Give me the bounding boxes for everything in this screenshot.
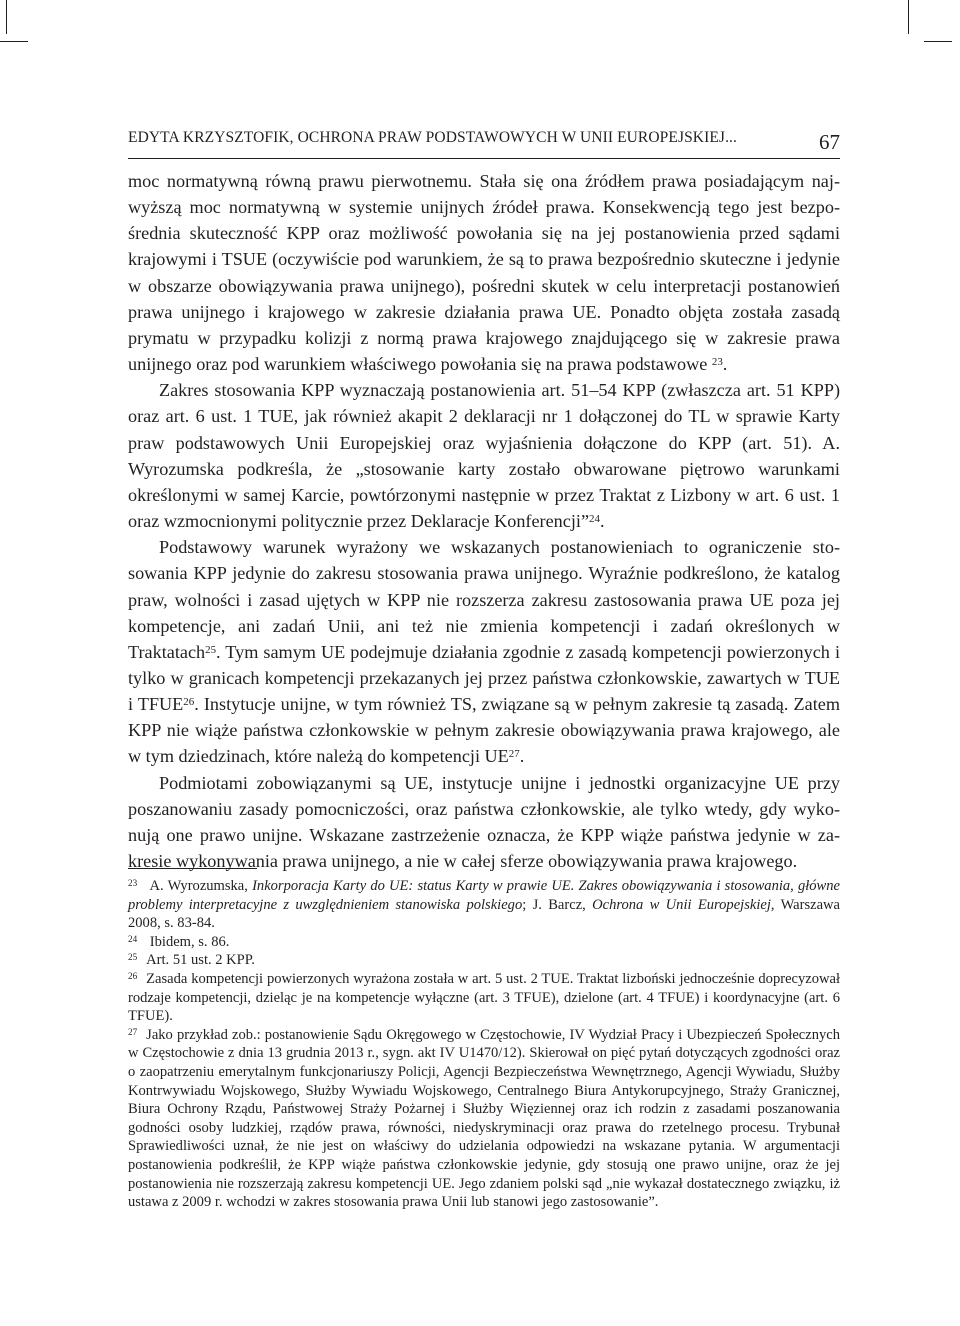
text-run: Podstawowy warunek wyrażony we wskazanych postanowieniach to ograniczenie stosowania KPP jedynie do zakresu stosowania prawa unijnego. Wyraźnie podkreślono, że katalog praw, wolności i zasad ujętych w KPP nie rozszerza zakresu zastosowania prawa UE poza jej kompetencje, ani zadań Unii, ani też nie zmienia kompetencji i zadań określonych w Traktatach xyxy=(128,537,840,662)
body-text xyxy=(128,168,840,874)
text-run: Art. 51 ust. 2 KPP. xyxy=(146,952,255,969)
page-number: 67 xyxy=(819,130,840,154)
text-run: . xyxy=(722,354,728,375)
crop-mark xyxy=(908,0,909,34)
footnote-number: 27 xyxy=(128,1026,138,1037)
footnote-reference: 25 xyxy=(205,643,217,656)
footnote-reference: 23 xyxy=(711,356,723,369)
text-run: moc normatywną równą prawu pierwotnemu. Stała się ona źródłem prawa posiadającym najwyższą moc normatywną w systemie unijnych źródeł prawa. Konsekwencją tego jest bezpośrednia skuteczność KPP oraz możliwość powołania się na jej postanowienia przed sądami krajowymi i TSUE (oczywiście pod warunkiem, że są to prawa bezpośrednio skuteczne i jedynie w obszarze obowiązywania prawa unijnego), pośredni skutek w celu interpretacji postanowień prawa unijnego i krajowego w zakresie działania prawa UE. Ponadto objęta została zasadą prymatu w przypadku kolizji z normą prawa krajowego znajdującego się w zakresie prawa unijnego oraz pod warunkiem właściwego powołania się na prawa podstawowe xyxy=(128,171,840,375)
text-run: A. Wyrozumska, xyxy=(146,878,253,894)
paragraph xyxy=(128,377,840,534)
text-run: Jako przykład zob.: postanowienie Sądu Okręgowego w Częstochowie, IV Wydział Pracy i Ubezpieczeń Społecznych w Częstochowie z dnia 13 grudnia 2013 r., sygn. akt IV U1470/12). Skierował on pięć pytań dotyczących zgodności oraz o zaopatrzeniu emerytalnym funkcjonariuszy Policji, Agencji Bezpieczeństwa Wewnętrznego, Agencji Wywiadu, Służby Kontrwywiadu Wojskowego, Służby Wywiadu Wojskowego, Centralnego Biura Antykorupcyjnego, Straży Granicznej, Biura Ochrony Rządu, Państwowej Straży Pożarnej i Służby Więziennej oraz ich rodzin z zasadami poszanowania godności osoby ludzkiej, rządów prawa, równości, niedyskryminacji oraz prawa do rzetelnego procesu. Trybunał Sprawiedliwości uznał, że nie jest on właściwy do udzielania odpowiedzi na wskazane pytania. W argumentacji postanowienia podkreślił, że KPP wiąże państwa członkowskie jedynie, gdy stosują one prawo unijne, oraz że jej postanowienia nie rozszerzają zakresu kompetencji UE. Jego zdaniem polski sąd „nie wykazał dostatecznego związku, iż ustawa z 2009 r. wchodzi w zakres stosowania prawa Unii lub stanowi jego zastosowanie”. xyxy=(128,1026,840,1211)
text-run: Zasada kompetencji powierzonych wyrażona została w art. 5 ust. 2 TUE. Traktat lizboński jednocześnie doprecyzował rodzaje kompetencji, dzieląc je na kompetencje wyłączne (art. 3 TFUE), dzielone (art. 4 TFUE) i koordynacyjne (art. 6 TFUE). xyxy=(128,970,840,1025)
text-run: Ibidem, s. 86. xyxy=(146,933,230,950)
footnote-reference: 27 xyxy=(508,748,520,761)
italic-text: Ochrona w Unii Europejskiej xyxy=(592,896,771,913)
text-run: Podmiotami zobowiązanymi są UE, instytucje unijne i jednostki organizacyjne UE przy poszanowaniu zasady pomocniczości, oraz państwa członkowskie, ale tylko wtedy, gdy wykonują one prawo unijne. Wskazane zastrzeżenie oznacza, że KPP wiąże państwa jedynie w zakresie wykonywania prawa unijnego, a nie w całej sferze obowiązywania prawa krajowego. xyxy=(128,772,840,872)
footnote xyxy=(128,933,840,952)
paragraph xyxy=(128,534,840,769)
footnote-separator xyxy=(128,868,257,869)
crop-mark xyxy=(924,41,952,42)
footnote-reference: 26 xyxy=(183,696,195,709)
text-run: ; J. Barcz, xyxy=(522,896,593,913)
text-run: . xyxy=(519,746,525,767)
running-head-title: EDYTA KRZYSZTOFIK, OCHRONA PRAW PODSTAWOWYCH W UNII EUROPEJSKIEJ... xyxy=(128,129,737,146)
text-run: Zakres stosowania KPP wyznaczają postanowienia art. 51–54 KPP (zwłaszcza art. 51 KPP) oraz art. 6 ust. 1 TUE, jak również akapit 2 deklaracji nr 1 dołączonej do TL w sprawie Karty praw podstawowych Unii Europejskiej oraz wyjaśnienia dołączone do KPP (art. 51). A. Wyrozumska podkreśla, że „stosowanie karty zostało obwarowane piętrowo warunkami określonymi w samej Karcie, powtórzonymi następnie w przez Traktat z Lizbony w art. 6 ust. 1 oraz wzmocnionymi politycznie przez Deklaracje Konferencji” xyxy=(128,380,840,532)
footnote-reference: 24 xyxy=(589,513,600,526)
footnote-number: 24 xyxy=(128,933,138,944)
crop-mark xyxy=(0,41,28,42)
text-run: . xyxy=(599,511,605,532)
text-run: . Instytucje unijne, w tym również TS, związane są w pełnym zakresie tą zasadą. Zatem KPP nie wiąże państwa członkowskie w pełnym zakresie obowiązywania prawa krajowego, ale w tym dziedzinach, które należą do kompetencji UE xyxy=(128,694,840,767)
footnote-number: 26 xyxy=(128,970,138,981)
crop-mark xyxy=(6,0,7,34)
footnote xyxy=(128,877,840,933)
footnote-number: 23 xyxy=(128,877,138,888)
paragraph xyxy=(128,770,840,875)
footnote xyxy=(128,970,840,1026)
italic-text: Inkorporacja Karty do UE: status Karty w prawie UE. Zakres obowiązywania i stosowania, główne problemy interpretacyjne z uwzględnieniem stanowiska polskiego xyxy=(128,878,840,913)
running-head xyxy=(128,128,840,159)
footnote-number: 25 xyxy=(128,952,138,963)
paragraph xyxy=(128,168,840,377)
footnotes xyxy=(128,877,840,1212)
footnote xyxy=(128,951,840,970)
footnote xyxy=(128,1026,840,1212)
text-run: . Tym samym UE podejmuje działania zgodnie z zasadą kompetencji powierzonych i tylko w granicach kompetencji przekazanych jej przez państwa członkowskie, zawartych w TUE i TFUE xyxy=(128,641,840,715)
text-run: , Warszawa 2008, s. 83-84. xyxy=(128,896,840,932)
